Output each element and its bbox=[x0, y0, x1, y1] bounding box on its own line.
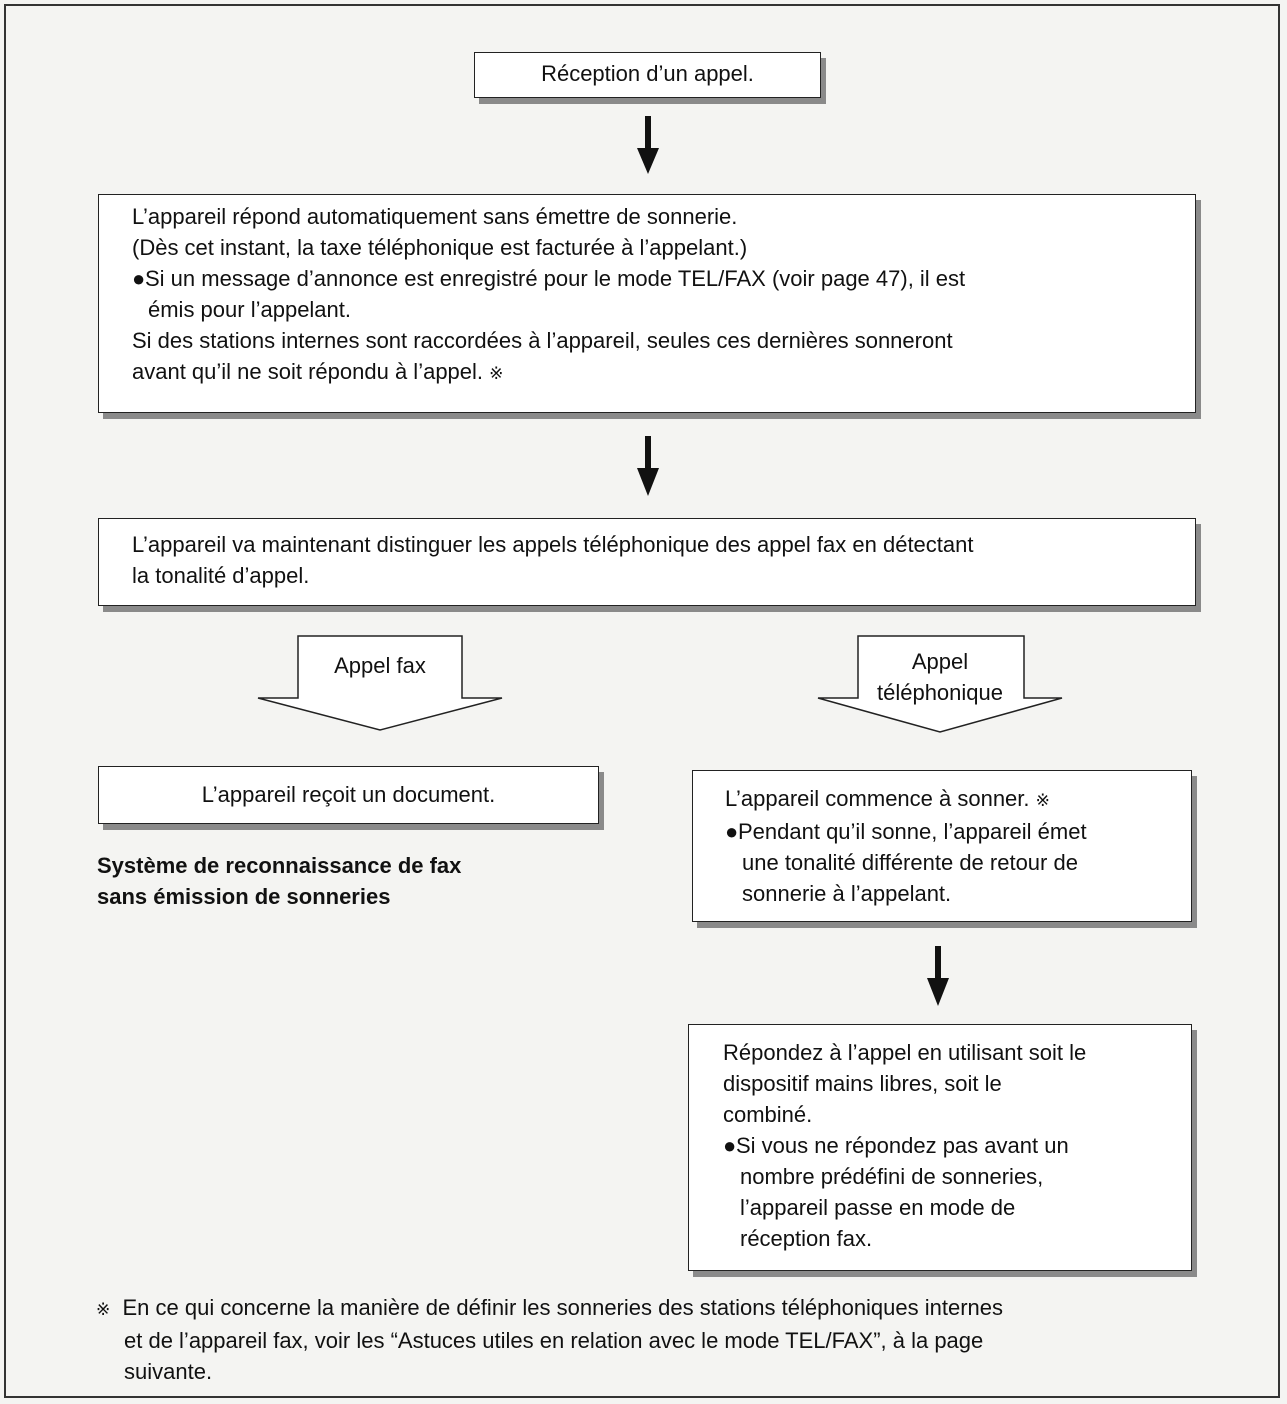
answer-line-3: combiné. bbox=[723, 1102, 813, 1127]
auto-answer-box bbox=[98, 194, 1196, 413]
detection-line-1: L’appareil va maintenant distinguer les appels téléphonique des appel fax en détectant bbox=[132, 532, 974, 557]
answer-line-2: dispositif mains libres, soit le bbox=[723, 1071, 1002, 1096]
answer-bullet-cont-1: nombre prédéfini de sonneries, bbox=[740, 1164, 1044, 1189]
bullet-icon: ● bbox=[725, 819, 739, 844]
detection-line-2: la tonalité d’appel. bbox=[132, 563, 310, 588]
ringing-bullet: ●Pendant qu’il sonne, l’appareil émet bbox=[725, 816, 1191, 847]
footnote-line-1: ※ En ce qui concerne la manière de définir les sonneries des stations téléphoniques internes bbox=[96, 1295, 1004, 1320]
auto-answer-line-5: Si des stations internes sont raccordées à l’appareil, seules ces dernières sonneront bbox=[132, 328, 953, 353]
auto-answer-line-1: L’appareil répond automatiquement sans émettre de sonnerie. bbox=[132, 204, 738, 229]
bullet-icon: ● bbox=[723, 1133, 737, 1158]
branch-label-telephone: Appel téléphonique bbox=[876, 649, 1003, 705]
down-arrow-1 bbox=[637, 116, 659, 174]
reception-text: Réception d’un appel. bbox=[541, 61, 754, 86]
ringing-box bbox=[692, 770, 1192, 922]
down-arrow-3 bbox=[927, 946, 949, 1006]
answer-box bbox=[688, 1024, 1192, 1271]
bullet-icon: ● bbox=[132, 266, 146, 291]
fax-result-text: L’appareil reçoit un document. bbox=[201, 782, 496, 807]
answer-bullet: ●Si vous ne répondez pas avant un bbox=[723, 1130, 1191, 1161]
footnote-line-2: et de l’appareil fax, voir les “Astuces utiles en relation avec le mode TEL/FAX”, à la page bbox=[124, 1328, 984, 1353]
reference-mark-icon: ※ bbox=[96, 1300, 111, 1319]
auto-answer-line-2: (Dès cet instant, la taxe téléphonique est facturée à l’appelant.) bbox=[132, 235, 748, 260]
auto-answer-line-6: avant qu’il ne soit répondu à l’appel. ※ bbox=[132, 359, 504, 384]
footnote-line-3: suivante. bbox=[124, 1359, 213, 1384]
detection-box bbox=[98, 518, 1196, 606]
ringing-bullet-cont-1: une tonalité différente de retour de bbox=[742, 850, 1078, 875]
down-arrow-2 bbox=[637, 436, 659, 496]
answer-bullet-cont-2: l’appareil passe en mode de bbox=[740, 1195, 1016, 1220]
auto-answer-bullet-cont: émis pour l’appelant. bbox=[148, 297, 352, 322]
system-caption: Système de reconnaissance de fax sans émission de sonneries bbox=[97, 853, 462, 909]
reference-mark-icon: ※ bbox=[1035, 791, 1050, 810]
answer-line-1: Répondez à l’appel en utilisant soit le bbox=[723, 1040, 1087, 1065]
ringing-bullet-cont-2: sonnerie à l’appelant. bbox=[742, 881, 952, 906]
reference-mark-icon: ※ bbox=[489, 364, 504, 383]
footnote bbox=[96, 1292, 1196, 1387]
reception-box bbox=[474, 52, 821, 98]
answer-bullet-cont-3: réception fax. bbox=[740, 1226, 873, 1251]
branch-label-fax: Appel fax bbox=[334, 653, 426, 678]
auto-answer-bullet: ●Si un message d’annonce est enregistré pour le mode TEL/FAX (voir page 47), il est bbox=[132, 263, 1195, 294]
ringing-line-1: L’appareil commence à sonner. ※ bbox=[725, 786, 1050, 811]
fax-result-box bbox=[98, 766, 599, 824]
